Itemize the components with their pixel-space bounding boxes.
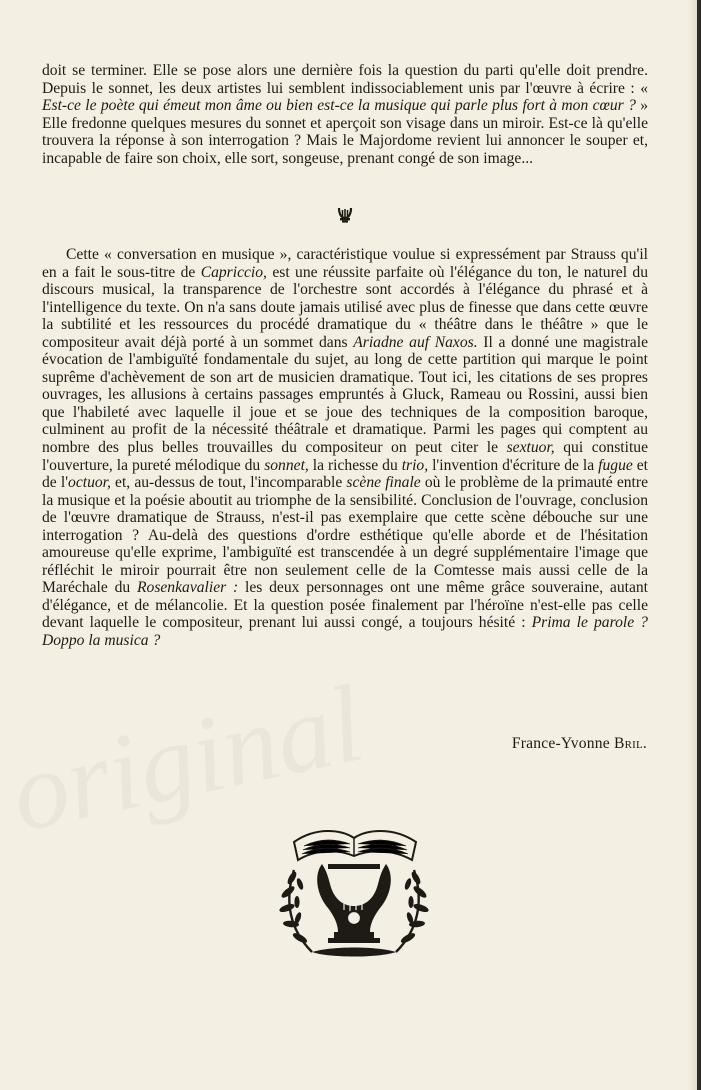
paragraph-2 bbox=[42, 246, 648, 650]
text-run: les deux personnages ont une même grâce souveraine, autant d'élégance, et de mélancolie. Et la question posée finalement par l'héroïne n'est-elle pas celle devant laquelle le compositeur, prenant lui aussi congé, a toujours hésité : bbox=[42, 579, 648, 632]
paragraph-2-text bbox=[42, 246, 648, 650]
italic-text-run: fugue bbox=[598, 456, 633, 474]
paragraph-1 bbox=[42, 62, 648, 167]
lyre-vignette-icon bbox=[272, 812, 436, 964]
italic-text-run: Ariadne auf Naxos. bbox=[353, 333, 478, 351]
text-run: est une réussite parfaite où l'élégance du ton, le naturel du discours musical, la transparence de l'orchestre sont accordés à l'élégance du phrasé et à l'intelligence du texte. On n'a sans doute jamais utilisé avec plus de finesse que dans cette œuvre la subtilité et les ressources du procédé dramatique du « théâtre dans le théâtre » que le compositeur avait déjà porté à un sommet dans bbox=[42, 263, 648, 351]
italic-text-run: Est-ce le poète qui émeut mon âme ou bien est-ce la musique qui parle plus fort à mon cœur ? bbox=[42, 97, 636, 115]
lyre-divider-icon bbox=[336, 206, 354, 224]
page-edge-shadow bbox=[687, 0, 697, 1090]
italic-text-run: trio, bbox=[401, 456, 429, 474]
italic-text-run: Prima le parole ? Doppo la musica ? bbox=[42, 614, 648, 650]
svg-text:original: original bbox=[0, 661, 373, 855]
text-run: Il a donné une magistrale évocation de l'ambiguïté fondamentale du sujet, au long de cette partition qui marque le point suprême d'achèvement de son art de musicien dramatique. Tout ici, les citations de ses propres ouvrages, les allusions à certains passages empruntés à Gluck, Rameau ou Rossini, aussi bien que l'habileté avec laquelle il joue et se joue des techniques de la composition baroque, culminent au profit de la nécessité théâtrale et dramatique. Parmi les pages qui comptent au nombre des plus belles trouvailles du compositeur on peut citer le bbox=[42, 333, 648, 457]
italic-text-run: octuor, bbox=[68, 474, 111, 492]
paragraph-1-text bbox=[42, 62, 648, 167]
text-run: qui constitue l'ouverture, la pureté mélodique du bbox=[42, 439, 648, 474]
italic-text-run: Rosenkavalier : bbox=[137, 579, 239, 597]
italic-text-run: sonnet, bbox=[264, 456, 309, 474]
author-signature bbox=[512, 735, 647, 753]
text-run: doit se terminer. Elle se pose alors une dernière fois la question du parti qu'elle doit prendre. Depuis le sonnet, les deux artistes lui semblent indissociablement unis par l'œuvre à écrire : « bbox=[42, 62, 648, 97]
author-last-name: Bril. bbox=[613, 735, 647, 752]
italic-text-run: Capriccio, bbox=[200, 263, 267, 281]
text-run: et de l' bbox=[42, 456, 649, 492]
text-run: la richesse du bbox=[308, 456, 402, 474]
text-run: l'invention d'écriture de la bbox=[428, 456, 599, 474]
italic-text-run: scène finale bbox=[346, 474, 421, 492]
italic-text-run: sextuor, bbox=[506, 439, 555, 457]
text-run: Cette « conversation en musique », caractéristique voulue si expressément par Strauss qu'il en a fait le sous-titre de bbox=[42, 246, 648, 281]
text-run: et, au-dessus de tout, l'incomparable bbox=[110, 474, 347, 492]
text-run: où le problème de la primauté entre la musique et la poésie aboutit au triomphe de la sensibilité. Conclusion de l'ouvrage, conclusion de l'œuvre dramatique de Strauss, n'est-il pas exemplaire que cette scène débouche sur une interrogation ? Au-delà des questions d'ordre esthétique qu'elle aborde et de l'hésitation amoureuse qu'elle exprime, l'ambiguïté est transcendée à un degré supplémentaire l'image que réfléchit le miroir pourrait être non seulement celle de la Comtesse mais aussi celle de la Maréchale du bbox=[42, 474, 649, 597]
author-first-name: France-Yvonne bbox=[511, 735, 610, 752]
text-run: » Elle fredonne quelques mesures du sonnet et aperçoit son visage dans un miroir. Est-ce là qu'elle trouvera la réponse à son interrogation ? Mais le Majordome revient lui annoncer le souper et, incapable de faire son choix, elle sort, songeuse, prenant congé de son image... bbox=[42, 97, 648, 167]
page-edge bbox=[697, 0, 701, 1090]
